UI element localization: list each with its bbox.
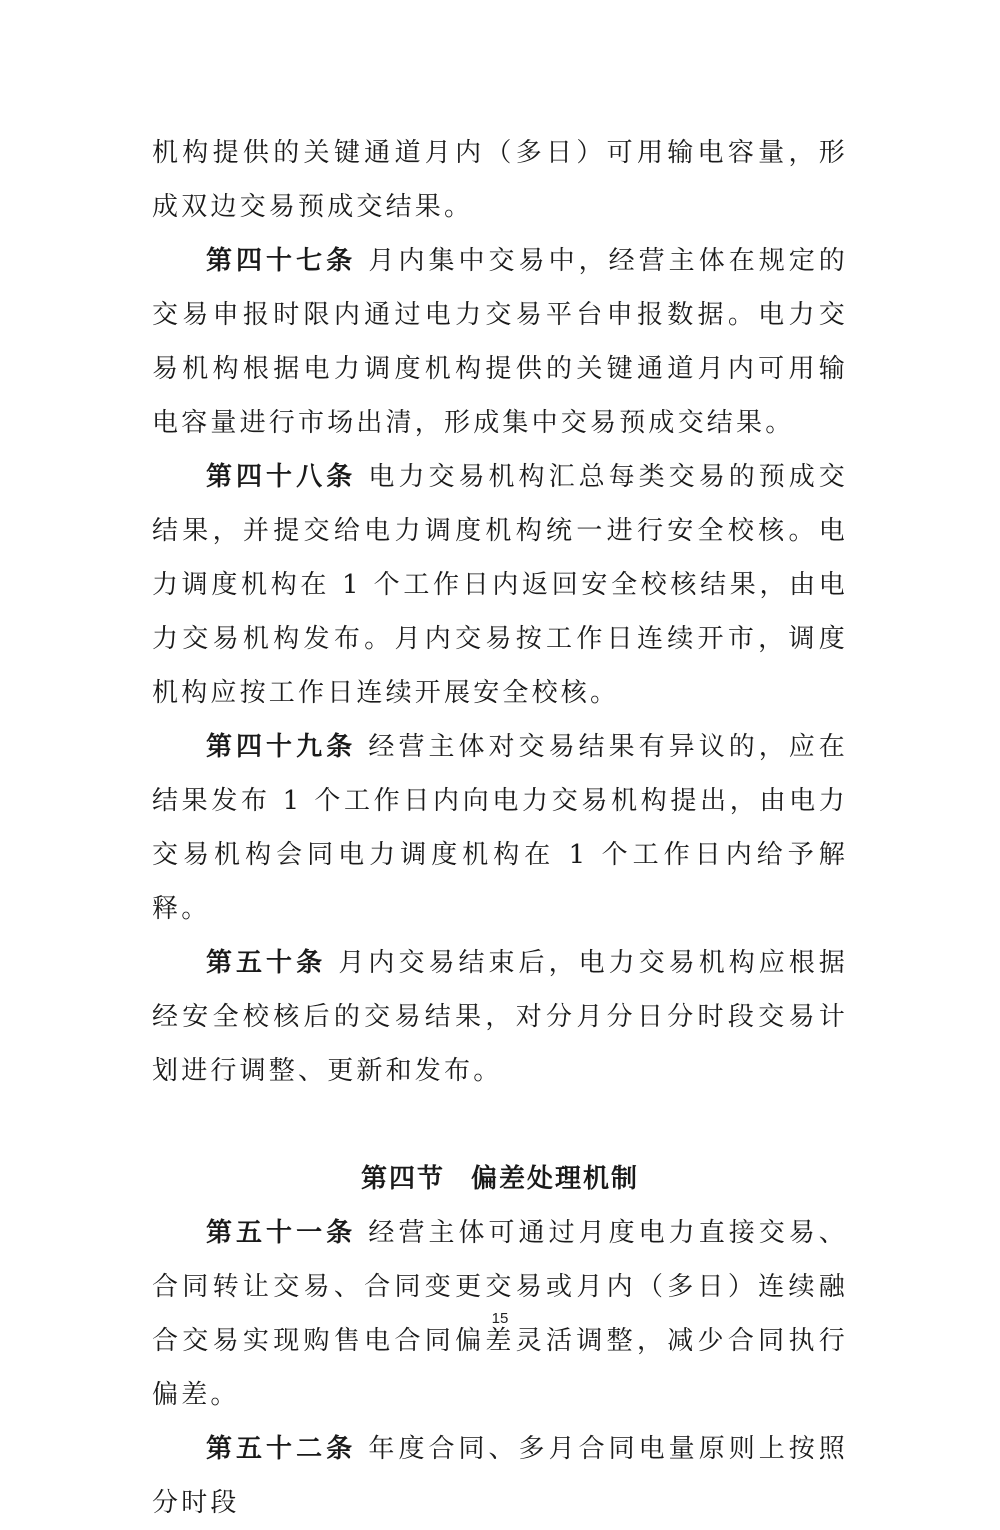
- article-text: 经营主体对交易结果有异议的，应在结果发布 1 个工作日内向电力交易机构提出，由电力交易机构会同电力调度机构在 1 个工作日内给予解释。: [152, 732, 848, 924]
- article-47: [152, 234, 848, 450]
- article-number: 第五十条: [206, 948, 327, 978]
- article-number: 第五十一条: [206, 1218, 357, 1248]
- article-number: 第四十八条: [206, 462, 357, 492]
- article-50: [152, 936, 848, 1098]
- article-number: 第五十二条: [206, 1434, 357, 1464]
- article-48: [152, 450, 848, 720]
- article-number: 第四十七条: [206, 246, 357, 276]
- article-49: [152, 720, 848, 936]
- article-text: 经营主体可通过月度电力直接交易、合同转让交易、合同变更交易或月内（多日）连续融合交易实现购售电合同偏差灵活调整，减少合同执行偏差。: [152, 1218, 848, 1410]
- paragraph-continuation: [152, 126, 848, 234]
- article-number: 第四十九条: [206, 732, 357, 762]
- paragraph-text: 机构提供的关键通道月内（多日）可用输电容量，形成双边交易预成交结果。: [152, 138, 848, 222]
- article-text: 月内交易结束后，电力交易机构应根据经安全校核后的交易结果，对分月分日分时段交易计划进行调整、更新和发布。: [152, 948, 848, 1086]
- article-text: 年度合同、多月合同电量原则上按照分时段: [152, 1434, 848, 1518]
- section-spacer: [152, 1098, 848, 1152]
- page-number: 15: [491, 1310, 509, 1327]
- section-heading: [152, 1152, 848, 1206]
- section-number: 第四节: [360, 1164, 445, 1194]
- section-title: 偏差处理机制: [471, 1164, 640, 1194]
- article-text: 电力交易机构汇总每类交易的预成交结果，并提交给电力调度机构统一进行安全校核。电力调度机构在 1 个工作日内返回安全校核结果，由电力交易机构发布。月内交易按工作日连续开市，调度机构应按工作日连续开展安全校核。: [152, 462, 848, 708]
- article-text: 月内集中交易中，经营主体在规定的交易申报时限内通过电力交易平台申报数据。电力交易机构根据电力调度机构提供的关键通道月内可用输电容量进行市场出清，形成集中交易预成交结果。: [152, 246, 848, 438]
- article-52: [152, 1422, 848, 1530]
